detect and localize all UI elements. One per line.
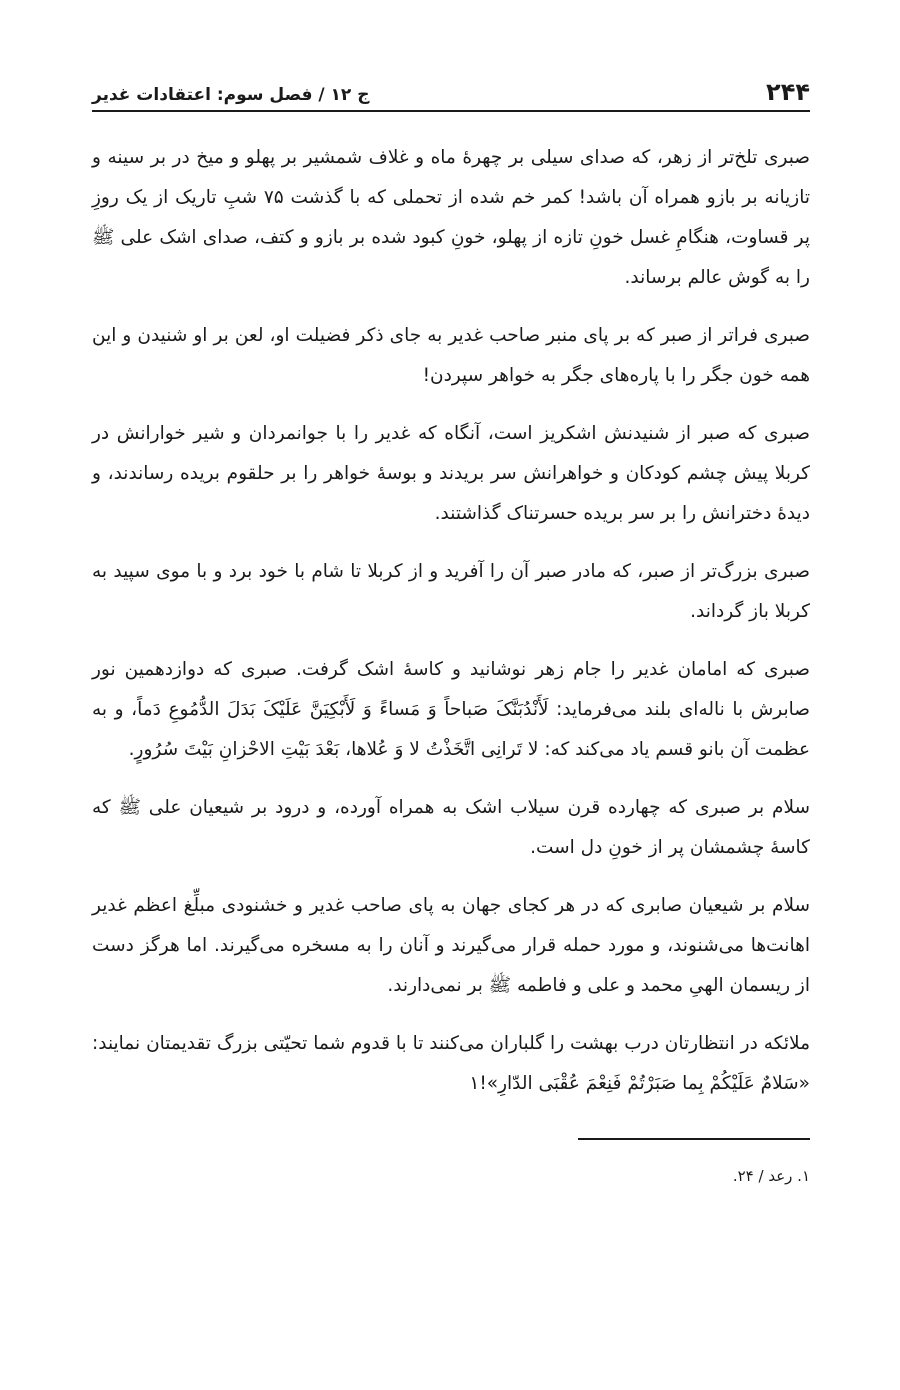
paragraph: صبری بزرگ‌تر از صبر، که مادر صبر آن را آفرید و از کربلا تا شام با خود برد و با موی سپید به کربلا باز گرداند. xyxy=(92,561,810,622)
paragraph: صبری تلخ‌تر از زهر، که صدای سیلی بر چهرهٔ ماه و غلاف شمشیر بر پهلو و میخ در بر سینه و تازیانه بر بازو همراه آن باشد! کمر خم شده از تحملی که با گذشت ۷۵ شبِ تاریک از یک روزِ پر قساوت، هنگامِ غسل خونِ تازه از پهلو، خونِ کبود شده بر بازو و کتف، صدای اشک علی ﷺ را به گوش عالم برساند. xyxy=(92,147,810,288)
footnote-divider xyxy=(578,1138,810,1140)
paragraph: صبری که صبر از شنیدنش اشکریز است، آنگاه که غدیر را با جوانمردان و شیر خوارانش در کربلا پیش چشم کودکان و خواهرانش سر بریدند و بوسهٔ خواهر را بر حلقوم بریده رساندند، و دیدهٔ دخترانش را بر سر بریده حسرتناک گذاشتند. xyxy=(92,423,810,524)
footnote: ۱. رعد / ۲۴. xyxy=(732,1167,810,1185)
paragraph: صبری که امامان غدیر را جام زهر نوشانید و کاسهٔ اشک گرفت. صبری که دوازدهمین نور صابرش با ناله‌ای بلند می‌فرماید: لَأَنْدُبَنَّکَ صَباحاً وَ مَساءً وَ لَأَبْکِیَنَّ عَلَیْکَ بَدَلَ الدُّمُوعِ دَماً، و به عظمت آن بانو قسم یاد می‌کند که: لا تَرانِی اتَّخَذْتُ لا وَ عُلاها، بَعْدَ بَیْتِ الاحْزانِ بَیْتَ سُرُورٍ. xyxy=(92,659,810,760)
book-page xyxy=(92,60,810,1188)
page-number: ۲۴۴ xyxy=(766,78,810,106)
paragraph: صبری فراتر از صبر که بر پای منبر صاحب غدیر به جای ذکر فضیلت او، لعن بر او شنیدن و این همه خون جگر را با پاره‌های جگر به خواهر سپردن! xyxy=(92,325,810,386)
running-title: ج ۱۲ / فصل سوم: اعتقادات غدیر xyxy=(92,85,370,105)
body-text xyxy=(92,138,810,1104)
page-header xyxy=(92,60,810,112)
paragraph: سلام بر شیعیان صابری که در هر کجای جهان به پای صاحب غدیر و خشنودی مبلِّغ اعظم غدیر اهانت‌ها می‌شنوند، و مورد حمله قرار می‌گیرند و آنان را به مسخره می‌گیرند. اما هرگز دست از ریسمان الهیِ محمد و علی و فاطمه ﷺ بر نمی‌دارند. xyxy=(92,895,810,996)
paragraph: ملائکه در انتظارتان درب بهشت را گلباران می‌کنند تا با قدوم شما تحیّتی بزرگ تقدیمتان نمایند: «سَلامٌ عَلَیْکُمْ بِما صَبَرْتُمْ فَنِعْمَ عُقْبَی الدّارِ»!۱ xyxy=(92,1033,810,1094)
paragraph: سلام بر صبری که چهارده قرن سیلاب اشک به همراه آورده، و درود بر شیعیان علی ﷺ که کاسهٔ چشمشان پر از خونِ دل است. xyxy=(92,797,810,858)
